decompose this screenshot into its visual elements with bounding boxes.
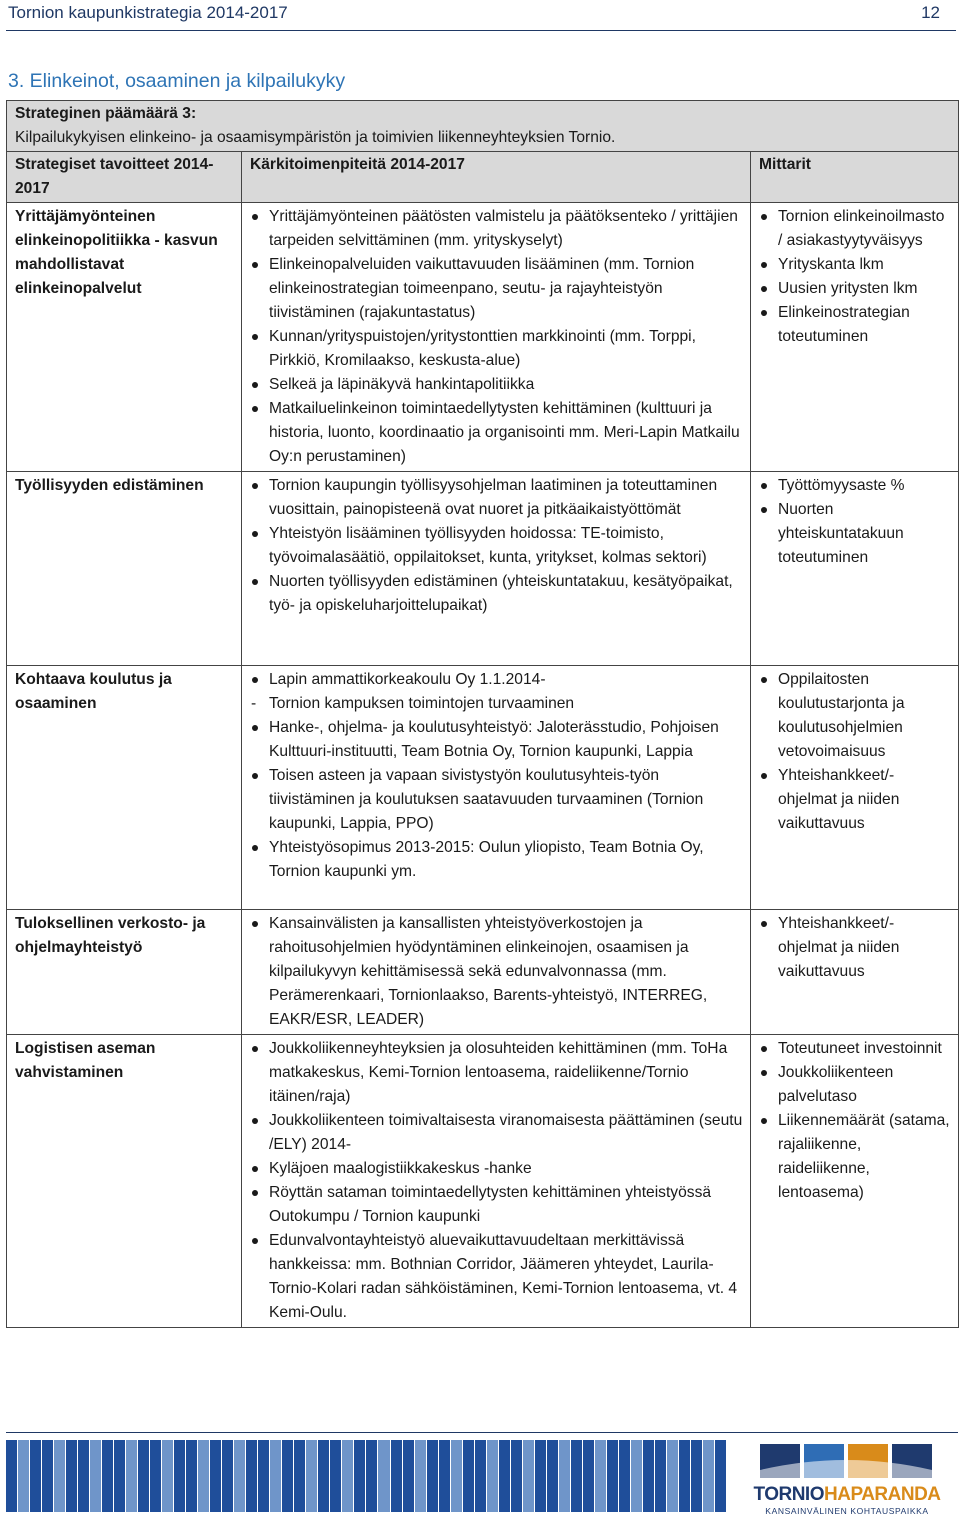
goal-cell: Yrittäjämyönteinen elinkeinopolitiikka - kasvun mahdollistavat elinkeinopalvelut <box>7 203 242 472</box>
footer-stripe <box>667 1440 678 1512</box>
goal-cell: Logistisen aseman vahvistaminen <box>7 1035 242 1328</box>
action-item: Hanke-, ohjelma- ja koulutusyhteistyö: Jaloterässtudio, Pohjoisen Kulttuuri-instituutti, Team Botnia Oy, Tornion kaupunki, Lappia <box>248 716 744 764</box>
strategy-table <box>6 100 959 1328</box>
indicators-cell <box>751 1035 959 1328</box>
document-title: Tornion kaupunkistrategia 2014-2017 <box>8 3 288 22</box>
indicator-item: Liikennemäärät (satama, rajaliikenne, raideliikenne, lentoasema) <box>757 1109 952 1205</box>
actions-cell <box>242 203 751 472</box>
footer-stripe <box>318 1440 329 1512</box>
footer-stripe <box>631 1440 642 1512</box>
table-row <box>7 910 959 1035</box>
footer-stripe <box>547 1440 558 1512</box>
footer-stripe <box>102 1440 113 1512</box>
footer-stripe <box>643 1440 654 1512</box>
footer-stripe <box>330 1440 341 1512</box>
footer-stripe <box>607 1440 618 1512</box>
header-divider <box>6 30 956 31</box>
action-item: Toisen asteen ja vapaan sivistystyön koulutusyhteis-työn tiivistäminen ja koulutuksen saatavuuden turvaaminen (Tornion kaupunki, Lappia, PPO) <box>248 764 744 836</box>
action-item: Joukkoliikenteen toimivaltaisesta viranomaisesta päättäminen (seutu /ELY) 2014- <box>248 1109 744 1157</box>
indicator-item: Oppilaitosten koulutustarjonta ja koulutusohjelmien vetovoimaisuus <box>757 668 952 764</box>
goal-cell: Tuloksellinen verkosto- ja ohjelmayhteistyö <box>7 910 242 1035</box>
goal-cell: Työllisyyden edistäminen <box>7 472 242 666</box>
footer-stripe <box>595 1440 606 1512</box>
footer-stripe <box>198 1440 209 1512</box>
indicators-cell <box>751 203 959 472</box>
footer-stripe <box>475 1440 486 1512</box>
action-item: Röyttän sataman toimintaedellytysten kehittäminen yhteistyössä Outokumpu / Tornion kaupunki <box>248 1181 744 1229</box>
footer-stripe <box>66 1440 77 1512</box>
action-item: Matkailuelinkeinon toimintaedellytysten kehittäminen (kulttuuri ja historia, luonto, koordinaatio ja organisointi mm. Meri-Lapin Matkailu Oy:n perustaminen) <box>248 397 744 469</box>
footer-stripe <box>523 1440 534 1512</box>
action-item: Yhteistyön lisääminen työllisyyden hoidossa: TE-toimisto, työvoimalasäätiö, oppilaitokset, kunta, yritykset, kolmas sektori) <box>248 522 744 570</box>
footer-stripe <box>138 1440 149 1512</box>
column-header-indicators: Mittarit <box>751 152 959 203</box>
action-item: Joukkoliikenneyhteyksien ja olosuhteiden kehittäminen (mm. ToHa matkakeskus, Kemi-Tornion lentoasema, raideliikenne/Tornio itäinen/raja) <box>248 1037 744 1109</box>
footer-stripe <box>234 1440 245 1512</box>
table-row <box>7 472 959 666</box>
action-item: Selkeä ja läpinäkyvä hankintapolitiikka <box>248 373 744 397</box>
footer-stripe <box>619 1440 630 1512</box>
footer-stripe <box>571 1440 582 1512</box>
actions-cell <box>242 666 751 910</box>
footer-stripe <box>306 1440 317 1512</box>
footer-stripe <box>439 1440 450 1512</box>
footer-stripe <box>679 1440 690 1512</box>
footer-stripe <box>258 1440 269 1512</box>
action-item: Lapin ammattikorkeakoulu Oy 1.1.2014- <box>248 668 744 692</box>
indicator-item: Joukkoliikenteen palvelutaso <box>757 1061 952 1109</box>
footer-stripe <box>378 1440 389 1512</box>
logo-word-accent: HAPARANDA <box>824 1484 941 1505</box>
footer-stripe <box>366 1440 377 1512</box>
actions-cell <box>242 910 751 1035</box>
footer-stripe <box>222 1440 233 1512</box>
actions-cell <box>242 472 751 666</box>
footer-stripe <box>583 1440 594 1512</box>
goal-cell: Kohtaava koulutus ja osaaminen <box>7 666 242 910</box>
table-row <box>7 203 959 472</box>
column-header-goals: Strategiset tavoitteet 2014-2017 <box>7 152 242 203</box>
footer-stripe <box>511 1440 522 1512</box>
action-item: Kansainvälisten ja kansallisten yhteistyöverkostojen ja rahoitusohjelmien hyödyntäminen elinkeinojen, osaamisen ja kilpailukyvyn kehittämisessä sekä edunvalvonnassa (mm. Perämerenkaari, Tornionlaakso, Barents-yhteistyö, INTERREG, EAKR/ESR, LEADER) <box>248 912 744 1032</box>
footer-stripe <box>415 1440 426 1512</box>
indicator-item: Yrityskanta lkm <box>757 253 952 277</box>
indicators-cell <box>751 472 959 666</box>
action-item: Kunnan/yrityspuistojen/yritystonttien markkinointi (mm. Torppi, Pirkkiö, Kromilaakso, keskusta-alue) <box>248 325 744 373</box>
footer-stripe <box>427 1440 438 1512</box>
footer-stripe <box>655 1440 666 1512</box>
table-row <box>7 666 959 910</box>
strategic-goal-title: Strateginen päämäärä 3: <box>15 105 197 122</box>
logo-emblem-icon <box>740 1440 954 1484</box>
logo-word-main: TORNIO <box>753 1484 824 1505</box>
indicator-item: Yhteishankkeet/- ohjelmat ja niiden vaikuttavuus <box>757 764 952 836</box>
action-item: Nuorten työllisyyden edistäminen (yhteiskuntatakuu, kesätyöpaikat, työ- ja opiskeluharjoittelupaikat) <box>248 570 744 618</box>
logo-tagline: KANSAINVÄLINEN KOHTAUSPAIKKA <box>765 1506 929 1516</box>
column-header-actions: Kärkitoimenpiteitä 2014-2017 <box>242 152 751 203</box>
action-item: Edunvalvontayhteistyö aluevaikuttavuudeltaan merkittävissä hankkeissa: mm. Bothnian Corridor, Jäämeren yhteydet, Laurila-Tornio-Kolari radan sähköistäminen, Kemi-Tornion lentoasema, vt. 4 Kemi-Oulu. <box>248 1229 744 1325</box>
actions-cell <box>242 1035 751 1328</box>
footer-stripe <box>294 1440 305 1512</box>
indicator-item: Toteutuneet investoinnit <box>757 1037 952 1061</box>
action-item: Yhteistyösopimus 2013-2015: Oulun yliopisto, Team Botnia Oy, Tornion kaupunki ym. <box>248 836 744 884</box>
footer-stripe <box>174 1440 185 1512</box>
footer-stripe <box>559 1440 570 1512</box>
footer-stripe <box>354 1440 365 1512</box>
tornio-haparanda-logo <box>740 1440 954 1516</box>
indicator-item: Elinkeinostrategian toteutuminen <box>757 301 952 349</box>
footer-stripe <box>30 1440 41 1512</box>
strategic-goal-text: Kilpailukykyisen elinkeino- ja osaamisympäristön ja toimivien liikenneyhteyksien Tornio. <box>15 129 616 146</box>
footer-stripe <box>282 1440 293 1512</box>
footer-stripe <box>499 1440 510 1512</box>
footer-stripe <box>114 1440 125 1512</box>
action-item: Tornion kaupungin työllisyysohjelman laatiminen ja toteuttaminen vuosittain, painopisteenä ovat nuoret ja pitkäaikaistyöttömät <box>248 474 744 522</box>
footer-stripe <box>6 1440 17 1512</box>
indicators-cell <box>751 910 959 1035</box>
indicators-cell <box>751 666 959 910</box>
footer-stripe <box>691 1440 702 1512</box>
footer-stripe <box>487 1440 498 1512</box>
footer-stripe <box>162 1440 173 1512</box>
section-title: 3. Elinkeinot, osaaminen ja kilpailukyky <box>8 70 346 92</box>
footer-stripe <box>186 1440 197 1512</box>
footer-stripe <box>715 1440 726 1512</box>
footer-stripe <box>78 1440 89 1512</box>
footer-stripe <box>210 1440 221 1512</box>
footer-stripe-band <box>6 1440 726 1512</box>
strategic-goal-cell <box>7 101 959 152</box>
strategic-goal-row <box>7 101 959 152</box>
footer-stripe <box>535 1440 546 1512</box>
footer-stripe <box>270 1440 281 1512</box>
logo-wordmark <box>740 1484 954 1506</box>
indicator-item: Työttömyysaste % <box>757 474 952 498</box>
footer-stripe <box>403 1440 414 1512</box>
action-item: Yrittäjämyönteinen päätösten valmistelu ja päätöksenteko / yrittäjien tarpeiden selvittäminen (mm. yrityskyselyt) <box>248 205 744 253</box>
action-item: - Tornion kampuksen toimintojen turvaaminen <box>248 692 744 716</box>
indicator-item: Yhteishankkeet/- ohjelmat ja niiden vaikuttavuus <box>757 912 952 984</box>
footer-stripe <box>703 1440 714 1512</box>
column-header-row <box>7 152 959 203</box>
footer-stripe <box>451 1440 462 1512</box>
indicator-item: Nuorten yhteiskuntatakuun toteutuminen <box>757 498 952 570</box>
footer-stripe <box>463 1440 474 1512</box>
footer-stripe <box>54 1440 65 1512</box>
footer-stripe <box>391 1440 402 1512</box>
action-item: Kyläjoen maalogistiikkakeskus -hanke <box>248 1157 744 1181</box>
footer-stripe <box>18 1440 29 1512</box>
page-header <box>0 0 960 30</box>
footer-stripe <box>342 1440 353 1512</box>
footer-stripe <box>150 1440 161 1512</box>
indicator-item: Uusien yritysten lkm <box>757 277 952 301</box>
table-row <box>7 1035 959 1328</box>
footer-stripe <box>42 1440 53 1512</box>
action-item: Elinkeinopalveluiden vaikuttavuuden lisääminen (mm. Tornion elinkeinostrategian toimeenpano, seutu- ja rajayhteistyön tiivistäminen (rajakuntastatus) <box>248 253 744 325</box>
page-number: 12 <box>921 3 940 22</box>
footer-stripe <box>126 1440 137 1512</box>
indicator-item: Tornion elinkeinoilmasto / asiakastyytyväisyys <box>757 205 952 253</box>
footer-stripe <box>246 1440 257 1512</box>
footer-stripe <box>90 1440 101 1512</box>
